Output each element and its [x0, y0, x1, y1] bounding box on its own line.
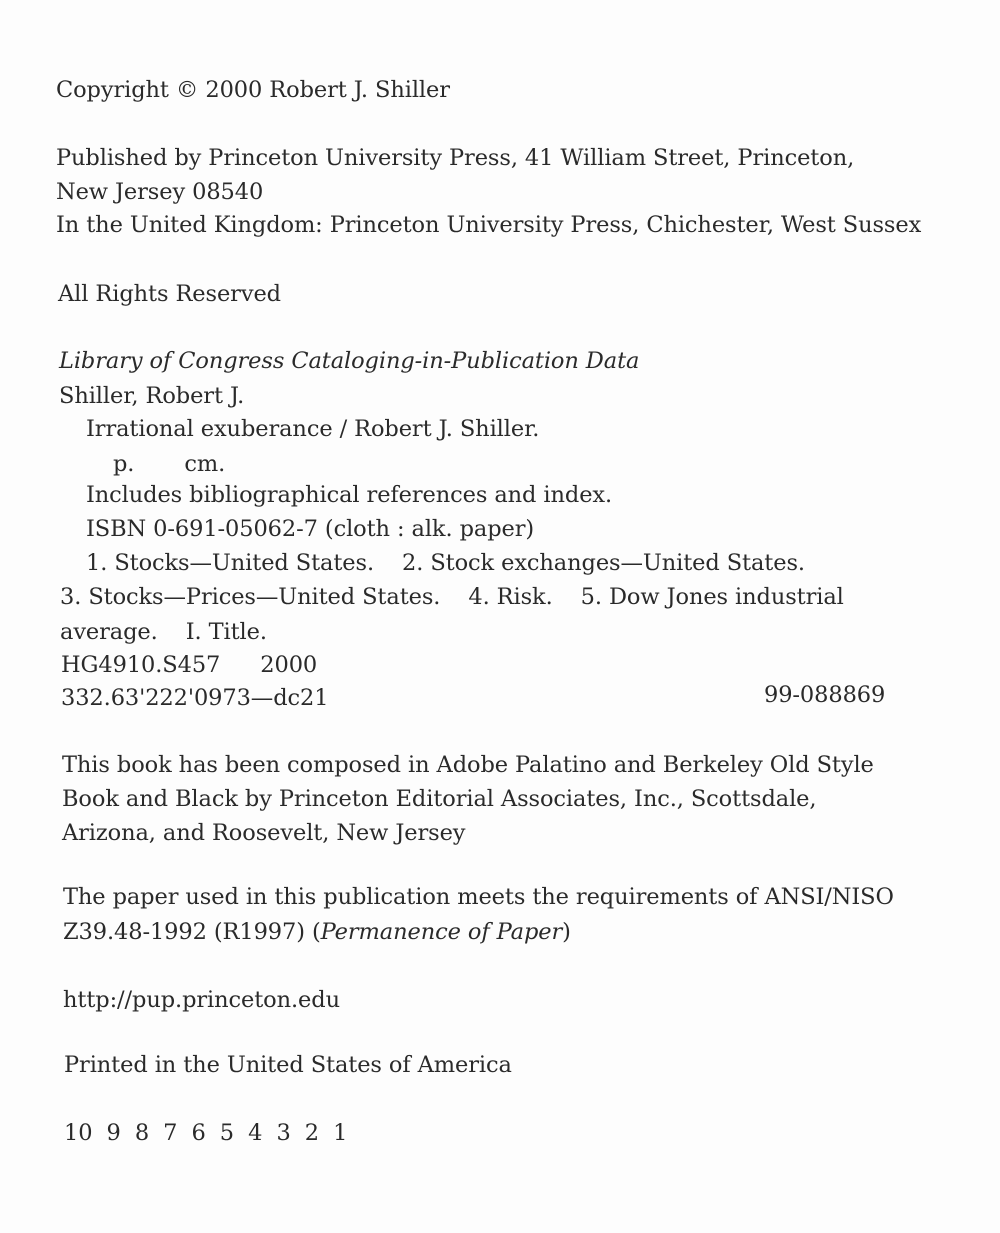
printing-line: 10 9 8 7 6 5 4 3 2 1	[64, 1120, 348, 1146]
paper-line-2	[63, 921, 571, 944]
cip-lc-classification	[61, 654, 317, 677]
printed-in: Printed in the United States of America	[64, 1052, 512, 1078]
cip-author: Shiller, Robert J.	[59, 383, 245, 409]
copyright-notice: Copyright © 2000 Robert J. Shiller	[56, 77, 450, 103]
paper-standard: Z39.48-1992 (R1997) (	[63, 919, 321, 945]
cip-isbn: ISBN 0-691-05062-7 (cloth : alk. paper)	[86, 516, 535, 542]
paper-line-1: The paper used in this publication meets the requirements of ANSI/NISO	[63, 884, 894, 910]
cip-heading: Library of Congress Cataloging-in-Publication Data	[59, 348, 640, 374]
rights-statement: All Rights Reserved	[58, 281, 281, 307]
composition-line-2: Book and Black by Princeton Editorial Associates, Inc., Scottsdale,	[62, 786, 817, 812]
cip-lc-class: HG4910.S457	[61, 652, 221, 678]
cip-lccn: 99-088869	[764, 682, 886, 708]
cip-title-line: Irrational exuberance / Robert J. Shiller.	[86, 416, 540, 442]
cip-title-entry: I. Title.	[185, 619, 267, 645]
cip-subject-3: 3. Stocks—Prices—United States.	[60, 584, 441, 610]
composition-line-1: This book has been composed in Adobe Palatino and Berkeley Old Style	[62, 752, 874, 778]
publisher-line-3: In the United Kingdom: Princeton University Press, Chichester, West Sussex	[56, 212, 922, 238]
cip-lc-year: 2000	[260, 652, 318, 678]
cip-subject-5-continued: average.	[60, 619, 158, 645]
cip-subject-1: 1. Stocks—United States.	[86, 550, 374, 576]
publisher-line-2: New Jersey 08540	[56, 179, 264, 205]
cip-size: cm.	[184, 451, 226, 477]
cip-subject-5: 5. Dow Jones industrial	[580, 584, 844, 610]
cip-physical-description	[113, 453, 225, 476]
cip-dewey: 332.63'222'0973—dc21	[61, 685, 329, 711]
publisher-url: http://pup.princeton.edu	[63, 987, 340, 1013]
cip-subjects-line-2	[60, 586, 844, 609]
cip-subject-2: 2. Stock exchanges—United States.	[402, 550, 805, 576]
paper-close-paren: )	[562, 919, 571, 945]
cip-pages: p.	[113, 451, 135, 477]
cip-subject-4: 4. Risk.	[468, 584, 553, 610]
cip-subjects-line-3	[60, 621, 267, 644]
paper-permanence: Permanence of Paper	[320, 919, 563, 945]
cip-includes-note: Includes bibliographical references and index.	[86, 482, 613, 508]
publisher-line-1: Published by Princeton University Press, 41 William Street, Princeton,	[56, 145, 855, 171]
composition-line-3: Arizona, and Roosevelt, New Jersey	[62, 820, 466, 846]
cip-subjects-line-1	[86, 552, 805, 575]
